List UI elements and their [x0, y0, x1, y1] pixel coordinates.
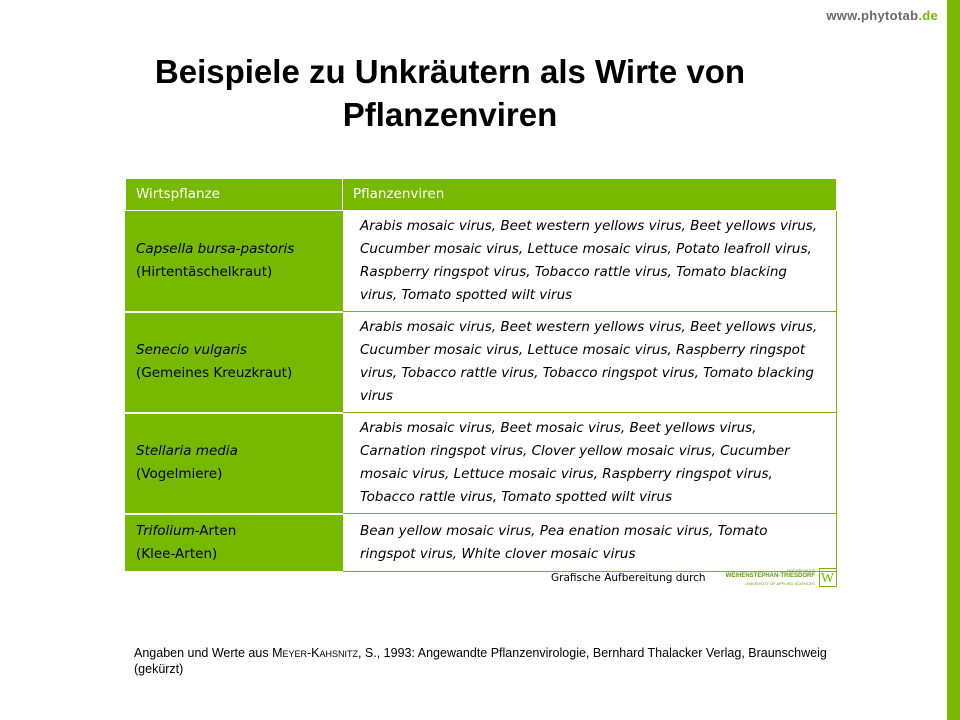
title-line-1: Beispiele zu Unkräutern als Wirte von — [154, 53, 746, 90]
table-row — [126, 211, 837, 312]
site-url — [826, 8, 938, 23]
logo-line-3: UNIVERSITY OF APPLIED SCIENCES — [745, 581, 815, 586]
table-row — [126, 514, 837, 572]
host-cell — [126, 413, 343, 514]
footnote-pre: Angaben und Werte aus — [134, 646, 273, 660]
virus-list-cell: Bean yellow mosaic virus, Pea enation mosaic virus, Tomato ringspot virus, White clover mosaic virus — [343, 514, 837, 572]
page-title — [80, 50, 820, 136]
virus-list-cell: Arabis mosaic virus, Beet mosaic virus, Beet yellows virus, Carnation ringspot virus, Clover yellow mosaic virus, Cucumber mosaic virus, Lettuce mosaic virus, Raspberry ringspot virus, Tobacco rattle virus, Tomato spotted wilt virus — [343, 413, 837, 514]
host-species: Senecio vulgaris — [136, 342, 247, 358]
host-cell — [126, 211, 343, 312]
host-cell — [126, 514, 343, 572]
host-virus-table — [125, 178, 837, 573]
source-footnote — [134, 645, 854, 677]
logo-mark-letter: W — [820, 571, 835, 585]
host-species: Capsella bursa-pastoris — [136, 240, 295, 257]
footnote-author: Meyer-Kahsnitz — [272, 646, 358, 660]
virus-list-cell: Arabis mosaic virus, Beet western yellows virus, Beet yellows virus, Cucumber mosaic virus, Lettuce mosaic virus, Raspberry ringspot virus, Tobacco rattle virus, Tobacco ringspot virus, Tomato blacking virus — [343, 312, 837, 413]
host-species: Trifolium — [136, 522, 195, 539]
host-common-name: (Hirtentäschelkraut) — [136, 263, 273, 280]
virus-list-cell: Arabis mosaic virus, Beet western yellows virus, Beet yellows virus, Cucumber mosaic virus, Lettuce mosaic virus, Potato leafroll virus, Raspberry ringspot virus, Tobacco rattle virus, Tomato blacking virus, Tomato spotted wilt virus — [343, 211, 837, 312]
header-viruses: Pflanzenviren — [343, 179, 837, 211]
table-header-row — [126, 179, 837, 211]
header-host: Wirtspflanze — [126, 179, 343, 211]
site-url-tld: .de — [918, 8, 938, 23]
logo-mark-icon — [819, 568, 837, 587]
host-cell — [126, 312, 343, 413]
university-logo — [721, 568, 837, 588]
logo-line-1: HOCHSCHULE — [786, 568, 815, 573]
table-row — [126, 312, 837, 413]
logo-line-2: WEIHENSTEPHAN-TRIESDORF — [725, 573, 815, 579]
credit-text: Grafische Aufbereitung durch — [551, 572, 706, 584]
host-species-suffix: -Arten — [194, 522, 237, 539]
table-row — [126, 413, 837, 514]
host-species: Stellaria media — [136, 443, 238, 459]
host-common-name: (Gemeines Kreuzkraut) — [136, 365, 293, 381]
host-common-name: (Vogelmiere) — [136, 466, 223, 482]
accent-bar — [947, 0, 960, 720]
site-url-prefix: www.phytotab — [826, 8, 919, 23]
title-line-2: Pflanzenviren — [342, 96, 558, 133]
host-common-name: (Klee-Arten) — [136, 545, 218, 562]
footnote-post: , S., 1993: Angewandte Pflanzenvirologie, Bernhard Thalacker Verlag, Braunschweig (gekürzt) — [134, 646, 827, 676]
